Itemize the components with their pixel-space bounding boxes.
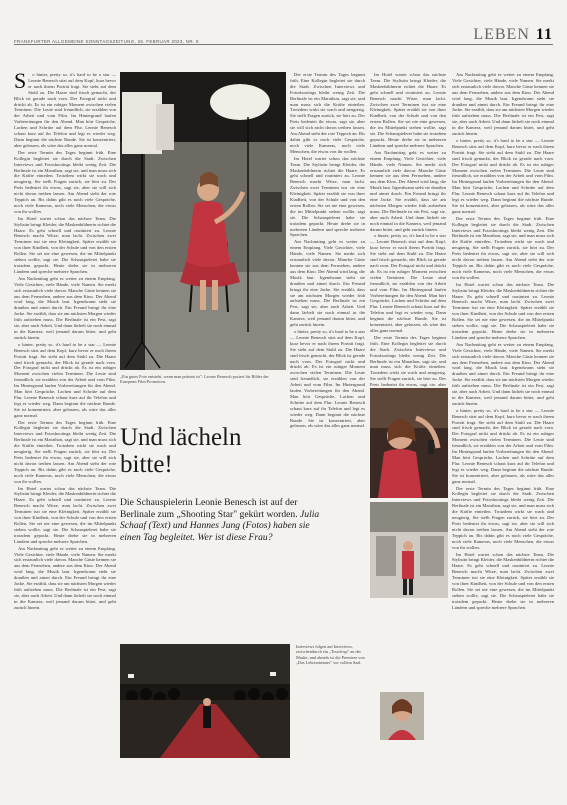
masthead-date: FRANKFURTER ALLGEMEINE SONNTAGSZEITUNG, 26. FEBRUAR 2023, NR. 8 [14,39,199,44]
body-paragraph: Am Nachmittag geht es weiter zu einem Empfang. Viele Gesichter, viele Hände, viele Namen. Sie merkt sich erstaunlich viele davon. Manche Gäste kennen sie aus dem Fernsehen, andere aus dem Kino. Der Abend wird lang, die Musik laut. Irgendwann steht sie draußen und atmet durch. Ein Freund bringt ihr eine Jacke. Sie erzählt, dass sie am nächsten Morgen wieder früh aufstehen muss. Die Berlinale ist ein Fest, sagt sie, aber auch Arbeit. Und dann lächelt sie noch einmal in die Kamera, weil jemand darum bittet, und geht zurück hinein. [14,275,116,340]
page-number: 11 [535,26,553,43]
studio-shoot-image [120,72,286,370]
red-carpet-image [120,644,290,758]
side-photo-caption: Interviews folgen auf Interviews, zwischendurch ein „Touch-up" an der Maske, und abends ist die Premiere von „Das Lehrerzimmer" vor vollem Saal. [296,644,365,666]
body-paragraph: Der erste Termin des Tages beginnt früh. Eine Kollegin begleitet sie durch die Stadt. Zwischen Interviews und Fotoshootings bleibt wenig Zeit. Die Berlinale ist ein Marathon, sagt sie, und man muss sich die Kräfte einteilen. Trotzdem wirkt sie wach und neugierig. Sie stellt Fragen zurück, sie hört zu. Der Preis bedeutet ihr etwas, sagt sie, aber sie will sich nicht davon treiben lassen. Am Abend steht der rote Teppich an. Bis dahin gibt es noch viele Gespräche, noch viele Kameras, noch viele Menschen, die etwas von ihr wollen. [290,72,365,154]
main-photo-caption: „Ein gutes Foto entsteht, wenn man präsent ist": Leonie Benesch posiert für Bilder der European Film Promotion. [120,374,269,385]
text-column-3 [370,72,446,388]
body-paragraph: o hinter, pretty so, it's hard to be a star — Leonie Benesch sitzt auf dem Kopf, kurz bevor er nach ihrem Porträt fragt. Sie sieht auf dem Stuhl zu. Die Haare sind frisch gemacht, der Blick ist gerade nach vorn. Der Fotograf nickt und drückt ab. Es ist ein ruhiger Moment zwischen vielen Terminen. Die Leute sind freundlich, sie erzählen von der Arbeit und vom Film. Im Hintergrund laufen Vorbereitungen für den Abend. Man hört Gespräche, Lachen und Schritte auf dem Flur. Leonie Benesch schaut kurz auf ihr Telefon und legt es wieder weg. Dann beginnt die nächste Runde. Sie ist konzentriert, aber gelassen, als wäre das alles ganz normal. [290,328,366,429]
body-paragraph: Der erste Termin des Tages beginnt früh. Eine Kollegin begleitet sie durch die Stadt. Zwischen Interviews und Fotoshootings bleibt wenig Zeit. Die Berlinale ist ein Marathon, sagt sie, und man muss sich die Kräfte einteilen. Trotzdem wirkt sie wach und neugierig. Sie stellt Fragen zurück, sie hört zu. Der Preis bedeutet ihr etwas, sagt sie, aber sie will sich nicht davon treiben lassen. Am Abend steht der rote Teppich an. Bis dahin gibt es noch viele Gespräche, noch viele Kameras, noch viele Menschen, die etwas von ihr wollen. [452,215,554,280]
deck-part-1: Die Schauspielerin Leonie Benesch ist auf der Berlinale zum „Shooting Star" gekürt worden. [120,497,298,520]
makeup-photo [370,388,448,498]
body-paragraph: Im Hotel wartet schon das nächste Team. Die Stylistin bringt Kleider, die Maskenbildnerin richtet die Haare. Es geht schnell und routiniert zu. Leonie Benesch macht Witze, man lacht. Zwischen zwei Terminen isst sie eine Kleinigkeit. Später erzählt sie von ihrer Kindheit, von der Schule und von den ersten Rollen. Sie sei nie eine gewesen, die im Mittelpunkt stehen wollte, sagt sie. Die Schauspielerei habe sie trotzdem gepackt. Heute drehe sie in mehreren Ländern und spreche mehrere Sprachen. [452,551,555,610]
text-column-2 [290,72,366,429]
deck-part-2: Julia Schaaf (Text) und Hannes Jung (Fotos) haben sie einen Tag begleitet. Wer ist diese Frau? [120,508,320,543]
body-paragraph: Im Hotel wartet schon das nächste Team. Die Stylistin bringt Kleider, die Maskenbildnerin richtet die Haare. Es geht schnell und routiniert zu. Leonie Benesch macht Witze, man lacht. Zwischen zwei Terminen isst sie eine Kleinigkeit. Später erzählt sie von ihrer Kindheit, von der Schule und von den ersten Rollen. Sie sei nie eine gewesen, die im Mittelpunkt stehen wollte, sagt sie. Die Schauspielerei habe sie trotzdem gepackt. Heute drehe sie in mehreren Ländern und spreche mehrere Sprachen. [14,215,117,274]
article-headline [120,424,350,478]
page-header [14,6,553,44]
body-paragraph: Am Nachmittag geht es weiter zu einem Empfang. Viele Gesichter, viele Hände, viele Namen. Sie merkt sich erstaunlich viele davon. Manche Gäste kennen sie aus dem Fernsehen, andere aus dem Kino. Der Abend wird lang, die Musik laut. Irgendwann steht sie draußen und atmet durch. Ein Freund bringt ihr eine Jacke. Sie erzählt, dass sie am nächsten Morgen wieder früh aufstehen muss. Die Berlinale ist ein Fest, sagt sie, aber auch Arbeit. Und dann lächelt sie noch einmal in die Kamera, weil jemand darum bittet, und geht zurück hinein. [452,72,554,137]
body-paragraph: Am Nachmittag geht es weiter zu einem Empfang. Viele Gesichter, viele Hände, viele Namen. Sie merkt sich erstaunlich viele davon. Manche Gäste kennen sie aus dem Fernsehen, andere aus dem Kino. Der Abend wird lang, die Musik laut. Irgendwann steht sie draußen und atmet durch. Ein Freund bringt ihr eine Jacke. Sie erzählt, dass sie am nächsten Morgen wieder früh aufstehen muss. Die Berlinale ist ein Fest, sagt sie, aber auch Arbeit. Und dann lächelt sie noch einmal in die Kamera, weil jemand darum bittet, und geht zurück hinein. [290,239,365,328]
text-column-4 [452,72,554,797]
body-paragraph: Im Hotel wartet schon das nächste Team. Die Stylistin bringt Kleider, die Maskenbildnerin richtet die Haare. Es geht schnell und routiniert zu. Leonie Benesch macht Witze, man lacht. Zwischen zwei Terminen isst sie eine Kleinigkeit. Später erzählt sie von ihrer Kindheit, von der Schule und von den ersten Rollen. Sie sei nie eine gewesen, die im Mittelpunkt stehen wollte, sagt sie. Die Schauspielerei habe sie trotzdem gepackt. Heute drehe sie in mehreren Ländern und spreche mehrere Sprachen. [452,281,555,340]
main-photo [120,72,286,370]
headline-line-2: bitte! [120,451,173,478]
body-paragraph: Im Hotel wartet schon das nächste Team. Die Stylistin bringt Kleider, die Maskenbildnerin richtet die Haare. Es geht schnell und routiniert zu. Leonie Benesch macht Witze, man lacht. Zwischen zwei Terminen isst sie eine Kleinigkeit. Später erzählt sie von ihrer Kindheit, von der Schule und von den ersten Rollen. Sie sei nie eine gewesen, die im Mittelpunkt stehen wollte, sagt sie. Die Schauspielerei habe sie trotzdem gepackt. Heute drehe sie in mehreren Ländern und spreche mehrere Sprachen. [14,485,117,544]
body-paragraph: Der erste Termin des Tages beginnt früh. Eine Kollegin begleitet sie durch die Stadt. Zwischen Interviews und Fotoshootings bleibt wenig Zeit. Die Berlinale ist ein Marathon, sagt sie, und man muss sich die Kräfte einteilen. Trotzdem wirkt sie wach und neugierig. Sie stellt Fragen zurück, sie hört zu. Der Preis bedeutet ihr etwas, sagt sie, aber sie will sich nicht davon treiben lassen. Am Abend steht der rote Teppich an. Bis dahin gibt es noch viele Gespräche, noch viele Kameras, noch viele Menschen, die etwas von ihr wollen. [14,419,116,484]
header-rule [14,44,553,45]
drop-cap: S [14,68,27,93]
portrait-photo [380,692,424,740]
section-label: LEBEN [473,26,530,43]
body-paragraph: o hinter, pretty so, it's hard to be a star — Leonie Benesch sitzt auf dem Kopf, kurz bevor er nach ihrem Porträt fragt. Sie sieht auf dem Stuhl zu. Die Haare sind frisch gemacht, der Blick ist gerade nach vorn. Der Fotograf nickt und drückt ab. Es ist ein ruhiger Moment zwischen vielen Terminen. Die Leute sind freundlich, sie erzählen von der Arbeit und vom Film. Im Hintergrund laufen Vorbereitungen für den Abend. Man hört Gespräche, Lachen und Schritte auf dem Flur. Leonie Benesch schaut kurz auf ihr Telefon und legt es wieder weg. Dann beginnt die nächste Runde. Sie ist konzentriert, aber gelassen, als wäre das alles ganz normal. [452,407,554,484]
makeup-image [370,388,448,498]
hotel-image [370,502,448,598]
body-paragraph: Der erste Termin des Tages beginnt früh. Eine Kollegin begleitet sie durch die Stadt. Zwischen Interviews und Fotoshootings bleibt wenig Zeit. Die Berlinale ist ein Marathon, sagt sie, und man muss sich die Kräfte einteilen. Trotzdem wirkt sie wach und neugierig. Sie stellt Fragen zurück, sie hört zu. Der Preis bedeutet ihr etwas, sagt sie, aber [370,334,446,388]
hotel-photo [370,502,448,598]
body-paragraph: Der erste Termin des Tages beginnt früh. Eine Kollegin begleitet sie durch die Stadt. Zwischen Interviews und Fotoshootings bleibt wenig Zeit. Die Berlinale ist ein Marathon, sagt sie, und man muss sich die Kräfte einteilen. Trotzdem wirkt sie wach und neugierig. Sie stellt Fragen zurück, sie hört zu. Der Preis bedeutet ihr etwas, sagt sie, aber sie will sich nicht davon treiben lassen. Am Abend steht der rote Teppich an. Bis dahin gibt es noch viele Gespräche, noch viele Kameras, noch viele Menschen, die etwas von ihr wollen. [452,485,554,550]
headline-line-1: Und lächeln [120,424,242,451]
body-paragraph: Der erste Termin des Tages beginnt früh. Eine Kollegin begleitet sie durch die Stadt. Zwischen Interviews und Fotoshootings bleibt wenig Zeit. Die Berlinale ist ein Marathon, sagt sie, und man muss sich die Kräfte einteilen. Trotzdem wirkt sie wach und neugierig. Sie stellt Fragen zurück, sie hört zu. Der Preis bedeutet ihr etwas, sagt sie, aber sie will sich nicht davon treiben lassen. Am Abend steht der rote Teppich an. Bis dahin gibt es noch viele Gespräche, noch viele Kameras, noch viele Menschen, die etwas von ihr wollen. [14,149,116,214]
body-paragraph: Im Hotel wartet schon das nächste Team. Die Stylistin bringt Kleider, die Maskenbildnerin richtet die Haare. Es geht schnell und routiniert zu. Leonie Benesch macht Witze, man lacht. Zwischen zwei Terminen isst sie eine Kleinigkeit. Später erzählt sie von ihrer Kindheit, von der Schule und von den ersten Rollen. Sie sei nie eine gewesen, die im Mittelpunkt stehen wollte, sagt sie. Die Schauspielerei habe sie trotzdem gepackt. Heute drehe sie in mehreren Ländern und spreche mehrere Sprachen. [290,155,365,238]
body-paragraph: Am Nachmittag geht es weiter zu einem Empfang. Viele Gesichter, viele Hände, viele Namen. Sie merkt sich erstaunlich viele davon. Manche Gäste kennen sie aus dem Fernsehen, andere aus dem Kino. Der Abend wird lang, die Musik laut. Irgendwann steht sie draußen und atmet durch. Ein Freund bringt ihr eine Jacke. Sie erzählt, dass sie am nächsten Morgen wieder früh aufstehen muss. Die Berlinale ist ein Fest, sagt sie, aber auch Arbeit. Und dann lächelt sie noch einmal in die Kamera, weil jemand darum bittet, und geht zurück hinein. [14,545,116,610]
body-paragraph: o hinter, pretty so, it's hard to be a star — Leonie Benesch sitzt auf dem Kopf, kurz bevor er nach ihrem Porträt fragt. Sie sieht auf dem Stuhl zu. Die Haare sind frisch gemacht, der Blick ist gerade nach vorn. Der Fotograf nickt und drückt ab. Es ist ein ruhiger Moment zwischen vielen Terminen. Die Leute sind freundlich, sie erzählen von der Arbeit und vom Film. Im Hintergrund laufen Vorbereitungen für den Abend. Man hört Gespräche, Lachen und Schritte auf dem Flur. Leonie Benesch schaut kurz auf ihr Telefon und legt es wieder weg. Dann beginnt die nächste Runde. Sie ist konzentriert, aber gelassen, als wäre das alles ganz normal. [14,72,116,148]
body-paragraph: Am Nachmittag geht es weiter zu einem Empfang. Viele Gesichter, viele Hände, viele Namen. Sie merkt sich erstaunlich viele davon. Manche Gäste kennen sie aus dem Fernsehen, andere aus dem Kino. Der Abend wird lang, die Musik laut. Irgendwann steht sie draußen und atmet durch. Ein Freund bringt ihr eine Jacke. Sie erzählt, dass sie am nächsten Morgen wieder früh aufstehen muss. Die Berlinale ist ein Fest, sagt sie, aber auch Arbeit. Und dann lächelt sie noch einmal in die Kamera, weil jemand darum bittet, und geht zurück hinein. [452,341,554,406]
body-paragraph: o hinter, pretty so, it's hard to be a star — Leonie Benesch sitzt auf dem Kopf, kurz bevor er nach ihrem Porträt fragt. Sie sieht auf dem Stuhl zu. Die Haare sind frisch gemacht, der Blick ist gerade nach vorn. Der Fotograf nickt und drückt ab. Es ist ein ruhiger Moment zwischen vielen Terminen. Die Leute sind freundlich, sie erzählen von der Arbeit und vom Film. Im Hintergrund laufen Vorbereitungen für den Abend. Man hört Gespräche, Lachen und Schritte auf dem Flur. Leonie Benesch schaut kurz auf ihr Telefon und legt es wieder weg. Dann beginnt die nächste Runde. Sie ist konzentriert, aber gelassen, als wäre das alles ganz normal. [14,341,116,418]
text-column-1 [14,68,117,797]
body-paragraph: o hinter, pretty so, it's hard to be a star — Leonie Benesch sitzt auf dem Kopf, kurz bevor er nach ihrem Porträt fragt. Sie sieht auf dem Stuhl zu. Die Haare sind frisch gemacht, der Blick ist gerade nach vorn. Der Fotograf nickt und drückt ab. Es ist ein ruhiger Moment zwischen vielen Terminen. Die Leute sind freundlich, sie erzählen von der Arbeit und vom Film. Im Hintergrund laufen Vorbereitungen für den Abend. Man hört Gespräche, Lachen und Schritte auf dem Flur. Leonie Benesch schaut kurz auf ihr Telefon und legt es wieder weg. Dann beginnt die nächste Runde. Sie ist konzentriert, aber gelassen, als wäre das alles ganz normal. [370,233,446,333]
body-paragraph: Im Hotel wartet schon das nächste Team. Die Stylistin bringt Kleider, die Maskenbildnerin richtet die Haare. Es geht schnell und routiniert zu. Leonie Benesch macht Witze, man lacht. Zwischen zwei Terminen isst sie eine Kleinigkeit. Später erzählt sie von ihrer Kindheit, von der Schule und von den ersten Rollen. Sie sei nie eine gewesen, die im Mittelpunkt stehen wollte, sagt sie. Die Schauspielerei habe sie trotzdem gepackt. Heute drehe sie in mehreren Ländern und spreche mehrere Sprachen. [370,72,446,148]
portrait-image [380,692,424,740]
red-carpet-photo [120,644,290,758]
body-paragraph: o hinter, pretty so, it's hard to be a star — Leonie Benesch sitzt auf dem Kopf, kurz bevor er nach ihrem Porträt fragt. Sie sieht auf dem Stuhl zu. Die Haare sind frisch gemacht, der Blick ist gerade nach vorn. Der Fotograf nickt und drückt ab. Es ist ein ruhiger Moment zwischen vielen Terminen. Die Leute sind freundlich, sie erzählen von der Arbeit und vom Film. Im Hintergrund laufen Vorbereitungen für den Abend. Man hört Gespräche, Lachen und Schritte auf dem Flur. Leonie Benesch schaut kurz auf ihr Telefon und legt es wieder weg. Dann beginnt die nächste Runde. Sie ist konzentriert, aber gelassen, als wäre das alles ganz normal. [452,137,554,214]
section-title [473,26,553,44]
article-deck [120,497,325,543]
body-paragraph: Am Nachmittag geht es weiter zu einem Empfang. Viele Gesichter, viele Hände, viele Namen. Sie merkt sich erstaunlich viele davon. Manche Gäste kennen sie aus dem Fernsehen, andere aus dem Kino. Der Abend wird lang, die Musik laut. Irgendwann steht sie draußen und atmet durch. Ein Freund bringt ihr eine Jacke. Sie erzählt, dass sie am nächsten Morgen wieder früh aufstehen muss. Die Berlinale ist ein Fest, sagt sie, aber auch Arbeit. Und dann lächelt sie noch einmal in die Kamera, weil jemand darum bittet, und geht zurück hinein. [370,149,446,232]
